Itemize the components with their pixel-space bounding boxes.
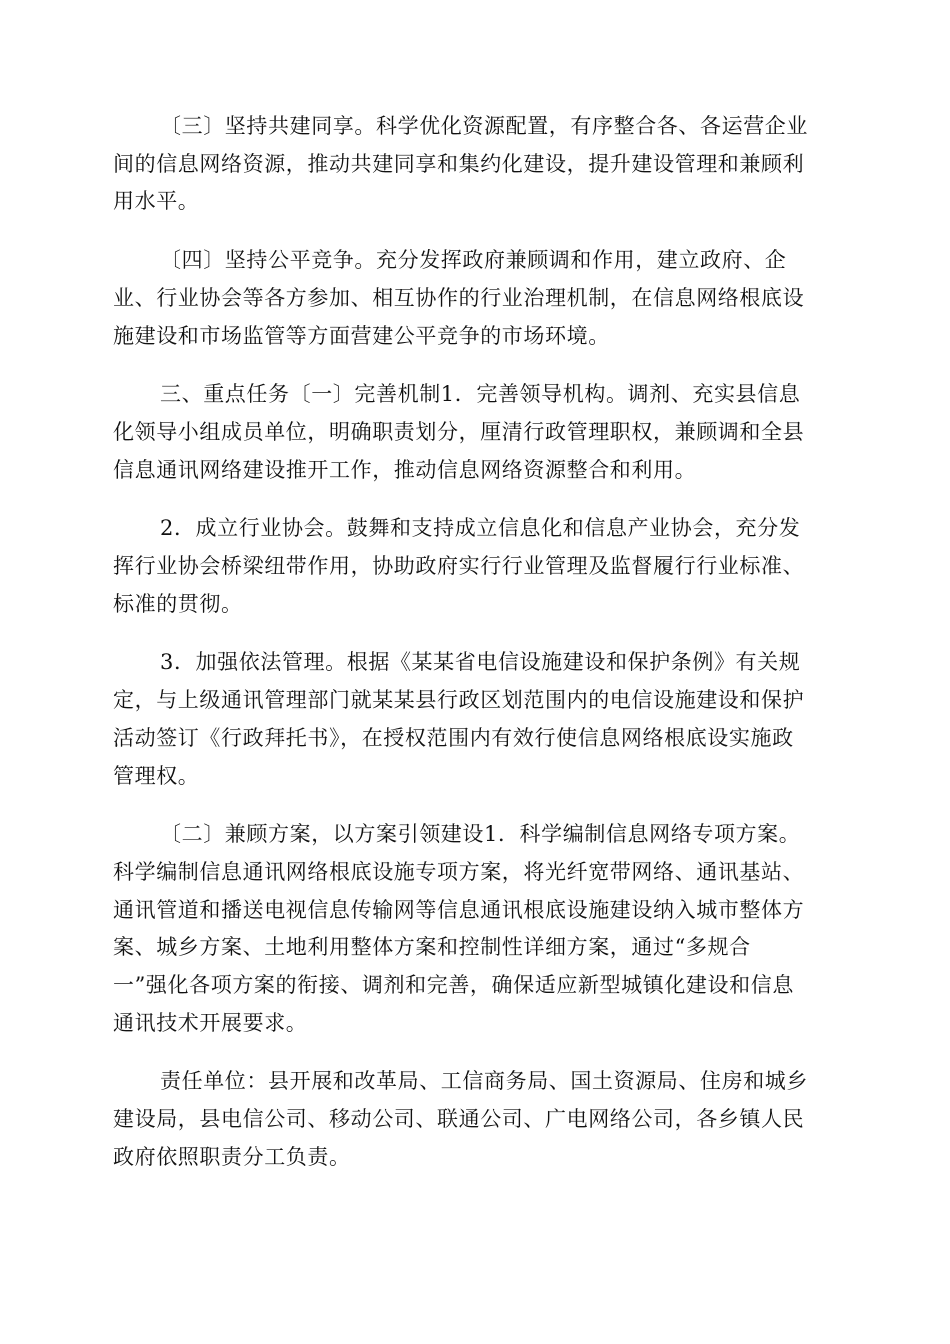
paragraph-key-tasks <box>113 376 837 489</box>
paragraph-line: 责任单位：县开展和改革局、工信商务局、国土资源局、住房和城乡 <box>160 1069 808 1094</box>
paragraph-line: 信息通讯网络建设推开工作，推动信息网络资源整合和利用。 <box>113 457 697 482</box>
paragraph-line: 通讯管道和播送电视信息传输网等信息通讯根底设施建设纳入城市整体方 <box>113 897 805 922</box>
document-body <box>113 108 837 1198</box>
paragraph-line: 三、重点任务〔一〕完善机制1．完善领导机构。调剂、充实县信息 <box>160 382 801 407</box>
paragraph-line: 定，与上级通讯管理部门就某某县行政区划范围内的电信设施建设和保护 <box>113 688 805 713</box>
paragraph-line: 标准的贯彻。 <box>113 591 243 616</box>
paragraph-line: 间的信息网络资源，推动共建同享和集约化建设，提升建设管理和兼顾利 <box>113 151 805 176</box>
paragraph-line: 政府依照职责分工负责。 <box>113 1144 351 1169</box>
paragraph-line: 通讯技术开展要求。 <box>113 1010 308 1035</box>
paragraph-line: 一”强化各项方案的衔接、调剂和完善，确保适应新型城镇化建设和信息 <box>113 973 794 998</box>
paragraph-principle-4 <box>113 242 837 355</box>
paragraph-line: 活动签订《行政拜托书》，在授权范围内有效行使信息网络根底设实施政 <box>113 725 794 750</box>
paragraph-line: 〔四〕坚持公平竞争。充分发挥政府兼顾调和作用，建立政府、企 <box>160 248 787 273</box>
paragraph-line: 〔三〕坚持共建同享。科学优化资源配置，有序整合各、各运营企业 <box>160 114 808 138</box>
paragraph-line: 科学编制信息通讯网络根底设施专项方案，将光纤宽带网络、通讯基站、 <box>113 859 805 884</box>
paragraph-line: 2．成立行业协会。鼓舞和支持成立信息化和信息产业协会，充分发 <box>160 516 801 541</box>
paragraph-lawful-management <box>113 644 837 795</box>
paragraph-principle-3 <box>113 108 837 221</box>
paragraph-line: 化领导小组成员单位，明确职责划分，厘清行政管理职权，兼顾调和全县 <box>113 419 805 444</box>
paragraph-line: 用水平。 <box>113 189 200 214</box>
paragraph-responsible-units <box>113 1063 837 1176</box>
paragraph-line: 挥行业协会桥梁纽带作用，协助政府实行行业管理及监督履行行业标准、 <box>113 554 805 579</box>
paragraph-line: 案、城乡方案、土地利用整体方案和控制性详细方案，通过“多规合 <box>113 935 751 960</box>
paragraph-line: 3．加强依法管理。根据《某某省电信设施建设和保护条例》有关规 <box>160 650 801 675</box>
paragraph-line: 施建设和市场监管等方面营建公平竞争的市场环境。 <box>113 323 610 348</box>
paragraph-line: 业、行业协会等各方参加、相互协作的行业治理机制，在信息网络根底设 <box>113 285 805 310</box>
paragraph-line: 建设局，县电信公司、移动公司、联通公司、广电网络公司，各乡镇人民 <box>113 1107 805 1132</box>
paragraph-line: 〔二〕兼顾方案，以方案引领建设1．科学编制信息网络专项方案。 <box>160 822 801 847</box>
paragraph-industry-association <box>113 510 837 623</box>
paragraph-line: 管理权。 <box>113 763 200 788</box>
paragraph-planning <box>113 816 837 1042</box>
